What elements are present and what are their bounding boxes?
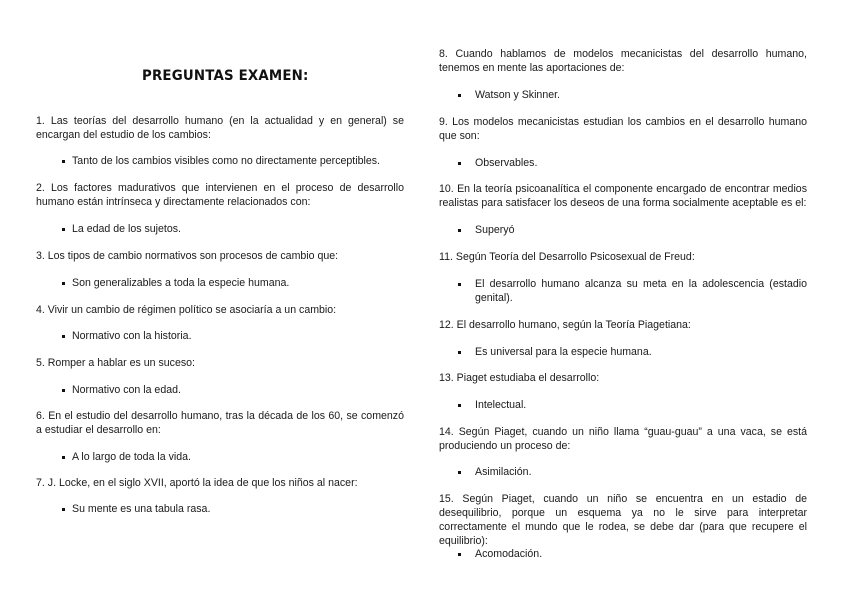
answer-1-text: Tanto de los cambios visibles como no directamente perceptibles. [72, 155, 380, 167]
question-15: 15. Según Piaget, cuando un niño se encuentra en un estadio de desequilibrio, porque un esquema ya no le sirve para interpretar correctamente el mundo que le rodea, se debe dar (para que recupere el equilibrio): [439, 493, 807, 547]
question-14: 14. Según Piaget, cuando un niño llama “guau-guau” a una vaca, se está produciendo un proceso de: [439, 426, 807, 452]
answer-7-text: Su mente es una tabula rasa. [72, 503, 211, 515]
answer-13-text: Intelectual. [475, 399, 527, 411]
bullet-icon [458, 351, 461, 354]
bullet-icon [62, 456, 65, 459]
bullet-icon [458, 471, 461, 474]
answer-2-text: La edad de los sujetos. [72, 223, 181, 235]
answer-8-text: Watson y Skinner. [475, 89, 560, 101]
answer-6-text: A lo largo de toda la vida. [72, 451, 191, 463]
question-7: 7. J. Locke, en el siglo XVII, aportó la idea de que los niños al nacer: [36, 477, 358, 489]
answer-12 [458, 345, 807, 359]
bullet-icon [458, 404, 461, 407]
question-6: 6. En el estudio del desarrollo humano, tras la década de los 60, se comenzó a estudiar el desarrollo en: [36, 410, 404, 436]
question-1: 1. Las teorías del desarrollo humano (en la actualidad y en general) se encargan del estudio de los cambios: [36, 115, 404, 141]
answer-15-text: Acomodación. [475, 548, 543, 560]
question-3: 3. Los tipos de cambio normativos son procesos de cambio que: [36, 250, 339, 262]
question-11: 11. Según Teoría del Desarrollo Psicosexual de Freud: [439, 251, 695, 263]
answer-6 [62, 450, 404, 464]
bullet-icon [62, 335, 65, 338]
question-13: 13. Piaget estudiaba el desarrollo: [439, 372, 600, 384]
answer-3 [62, 276, 404, 290]
question-9: 9. Los modelos mecanicistas estudian los cambios en el desarrollo humano que son: [439, 116, 807, 142]
answer-10 [458, 223, 807, 237]
question-5: 5. Romper a hablar es un suceso: [36, 357, 195, 369]
bullet-icon [458, 553, 461, 556]
question-10: 10. En la teoría psicoanalítica el componente encargado de encontrar medios realistas para satisfacer los deseos de una forma socialmente aceptable es el: [439, 183, 807, 209]
bullet-icon [458, 229, 461, 232]
question-4: 4. Vivir un cambio de régimen político se asociaría a un cambio: [36, 304, 337, 316]
answer-2 [62, 222, 404, 236]
answer-9-text: Observables. [475, 157, 538, 169]
answer-8 [458, 88, 807, 102]
answer-10-text: Superyó [475, 224, 515, 236]
answer-5 [62, 383, 404, 397]
answer-4 [62, 329, 404, 343]
bullet-icon [458, 94, 461, 97]
answer-14-text: Asimilación. [475, 466, 532, 478]
bullet-icon [62, 389, 65, 392]
page-title: PREGUNTAS EXAMEN: [142, 68, 309, 84]
answer-4-text: Normativo con la historia. [72, 330, 192, 342]
question-2: 2. Los factores madurativos que intervienen en el proceso de desarrollo humano están intrínseca y directamente relacionados con: [36, 182, 404, 208]
bullet-icon [458, 162, 461, 165]
bullet-icon [62, 508, 65, 511]
bullet-icon [62, 160, 65, 163]
bullet-icon [62, 228, 65, 231]
answer-11 [458, 277, 807, 305]
answer-3-text: Son generalizables a toda la especie humana. [72, 277, 290, 289]
answer-15 [458, 547, 807, 561]
answer-14 [458, 465, 807, 479]
question-8: 8. Cuando hablamos de modelos mecanicistas del desarrollo humano, tenemos en mente las aportaciones de: [439, 48, 807, 74]
answer-7 [62, 502, 404, 516]
answer-13 [458, 398, 807, 412]
answer-1 [62, 154, 404, 168]
bullet-icon [62, 282, 65, 285]
answer-11-text: El desarrollo humano alcanza su meta en la adolescencia (estadio genital). [475, 278, 807, 304]
answer-5-text: Normativo con la edad. [72, 384, 181, 396]
question-12: 12. El desarrollo humano, según la Teoría Piagetiana: [439, 319, 691, 331]
answer-9 [458, 156, 807, 170]
answer-12-text: Es universal para la especie humana. [475, 346, 652, 358]
bullet-icon [458, 283, 461, 286]
